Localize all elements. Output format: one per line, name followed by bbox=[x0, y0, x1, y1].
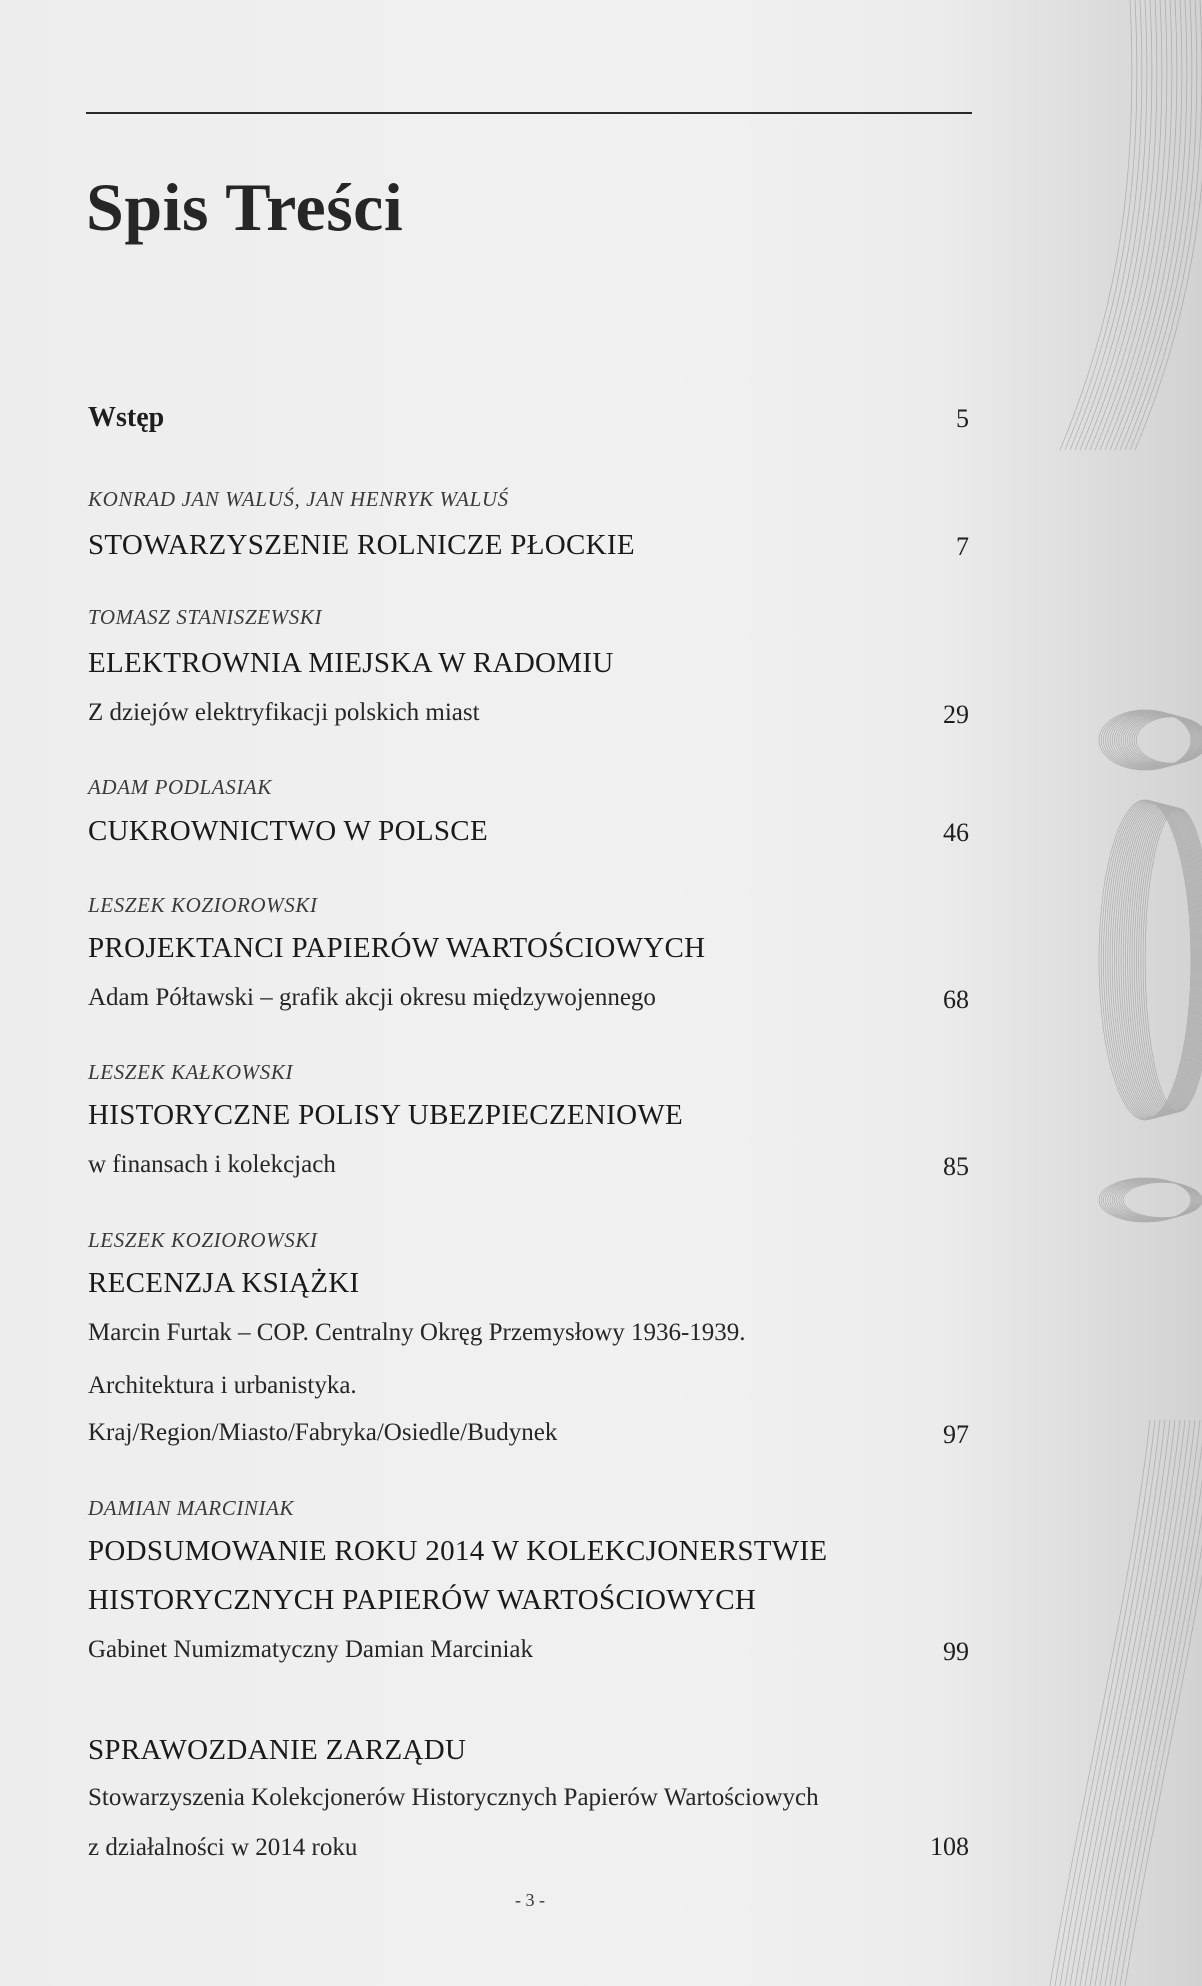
toc-heading: ELEKTROWNIA MIEJSKA W RADOMIU bbox=[88, 647, 614, 679]
toc-subtitle: Marcin Furtak – COP. Centralny Okręg Przemysłowy 1936-1939. bbox=[88, 1319, 746, 1346]
toc-subtitle: Z dziejów elektryfikacji polskich miast bbox=[88, 699, 480, 726]
toc-subtitle: z działalności w 2014 roku bbox=[88, 1834, 358, 1861]
toc-heading: PODSUMOWANIE ROKU 2014 W KOLEKCJONERSTWIE bbox=[88, 1535, 828, 1567]
toc-author: ADAM PODLASIAK bbox=[88, 775, 272, 799]
toc-page-number: 99 bbox=[943, 1637, 969, 1666]
toc-heading: PROJEKTANCI PAPIERÓW WARTOŚCIOWYCH bbox=[88, 932, 706, 964]
toc-subtitle: Stowarzyszenia Kolekcjonerów Historycznych Papierów Wartościowych bbox=[88, 1784, 819, 1811]
toc-page-number: 85 bbox=[943, 1152, 969, 1181]
toc-page-number: 108 bbox=[930, 1832, 969, 1861]
toc-author: KONRAD JAN WALUŚ, JAN HENRYK WALUŚ bbox=[88, 487, 509, 511]
toc-page-number: 29 bbox=[943, 700, 969, 729]
toc-author: DAMIAN MARCINIAK bbox=[88, 1496, 295, 1520]
page-title: Spis Treści bbox=[86, 169, 404, 245]
toc-subtitle: w finansach i kolekcjach bbox=[88, 1151, 336, 1178]
toc-page-number: 46 bbox=[943, 818, 969, 847]
toc-author: LESZEK KOZIOROWSKI bbox=[88, 893, 318, 917]
toc-author: LESZEK KAŁKOWSKI bbox=[88, 1060, 294, 1084]
toc-page-number: 68 bbox=[943, 985, 969, 1014]
toc-heading-intro: Wstęp bbox=[88, 402, 165, 433]
toc-author: TOMASZ STANISZEWSKI bbox=[88, 605, 323, 629]
page-folio: - 3 - bbox=[515, 1890, 545, 1910]
toc-author: LESZEK KOZIOROWSKI bbox=[88, 1228, 318, 1252]
top-rule bbox=[86, 112, 972, 114]
toc-subtitle: Adam Półtawski – grafik akcji okresu międzywojennego bbox=[88, 984, 656, 1011]
toc-heading: HISTORYCZNYCH PAPIERÓW WARTOŚCIOWYCH bbox=[88, 1584, 757, 1616]
toc-subtitle: Architektura i urbanistyka. bbox=[88, 1372, 357, 1399]
toc-heading: STOWARZYSZENIE ROLNICZE PŁOCKIE bbox=[88, 529, 635, 561]
toc-page-number: 7 bbox=[956, 532, 969, 561]
toc-page-number: 97 bbox=[943, 1420, 969, 1449]
toc-page-number: 5 bbox=[956, 404, 969, 433]
toc-subtitle: Kraj/Region/Miasto/Fabryka/Osiedle/Budynek bbox=[88, 1419, 558, 1446]
toc-heading: RECENZJA KSIĄŻKI bbox=[88, 1267, 360, 1299]
toc-heading: CUKROWNICTWO W POLSCE bbox=[88, 815, 488, 847]
guilloche-pattern bbox=[1030, 0, 1202, 1986]
toc-heading: SPRAWOZDANIE ZARZĄDU bbox=[88, 1734, 467, 1766]
toc-subtitle: Gabinet Numizmatyczny Damian Marciniak bbox=[88, 1636, 533, 1663]
toc-heading: HISTORYCZNE POLISY UBEZPIECZENIOWE bbox=[88, 1099, 684, 1131]
